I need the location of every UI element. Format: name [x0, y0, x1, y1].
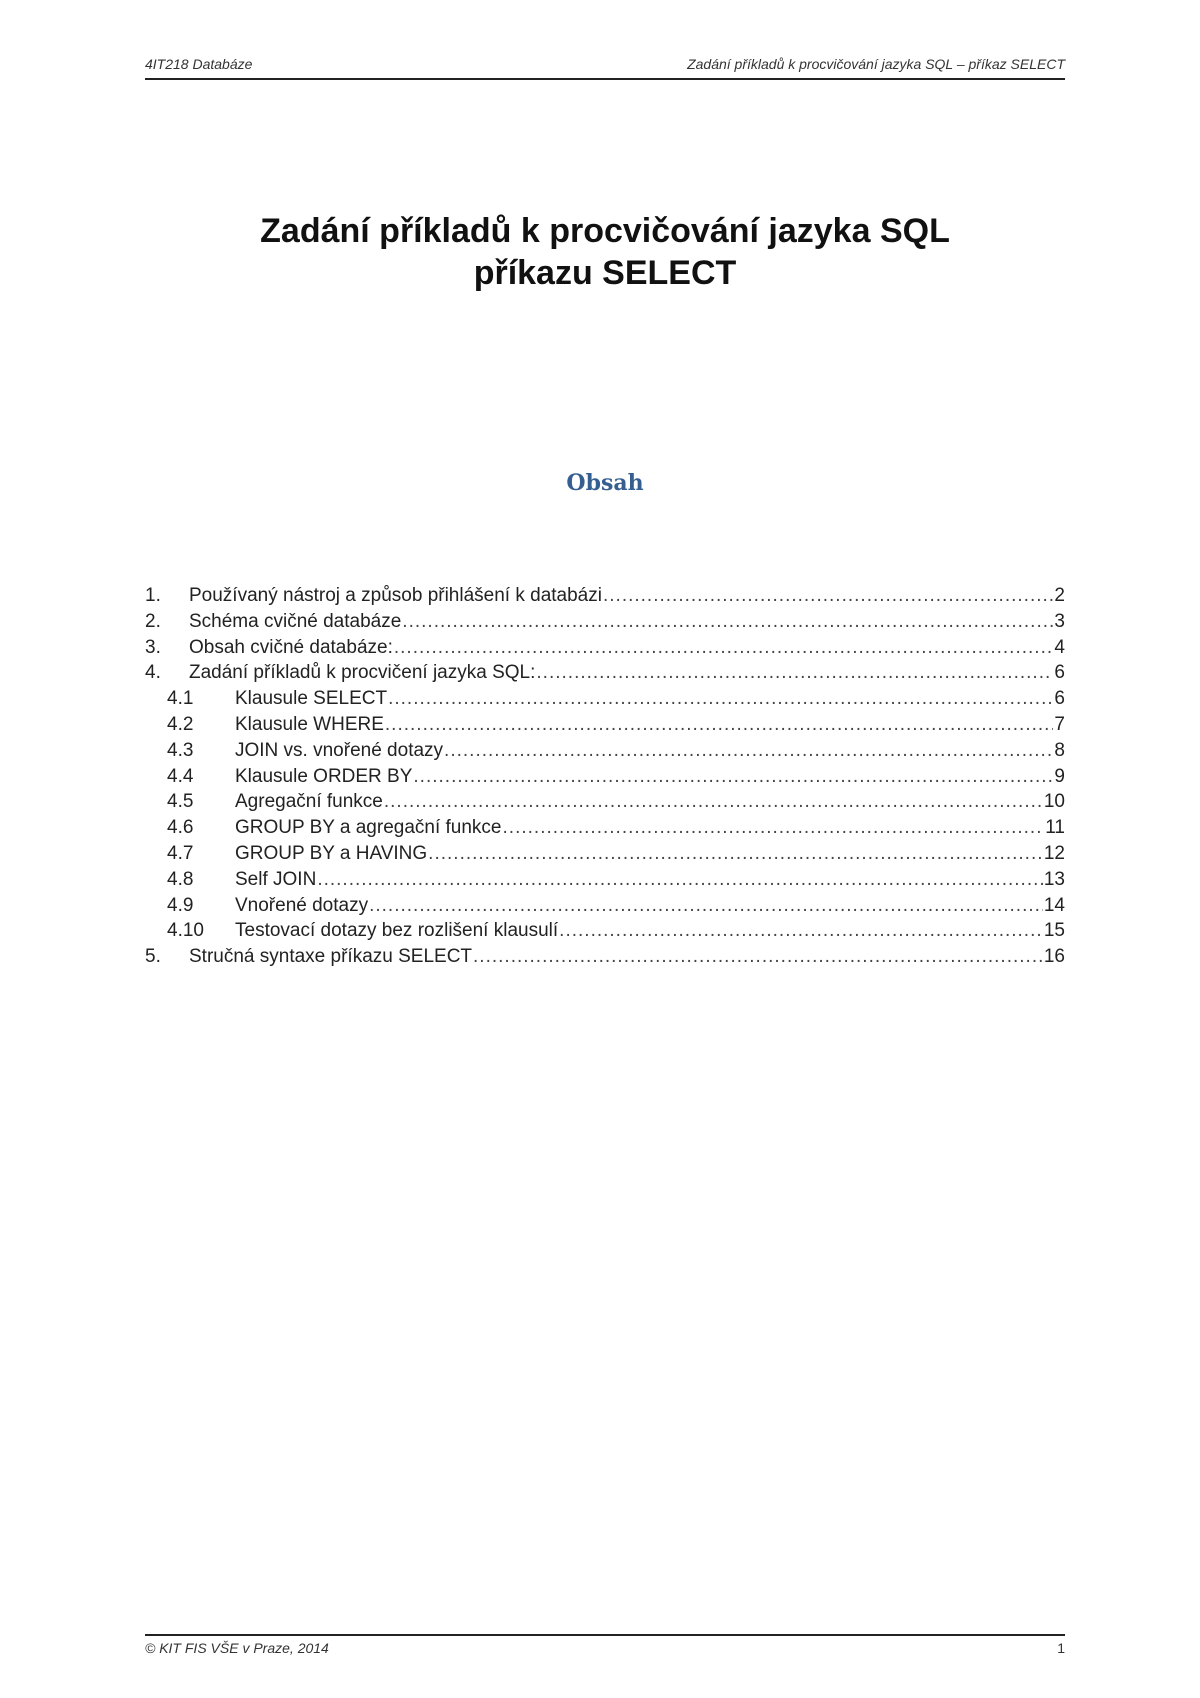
toc-leader-dots — [536, 662, 1053, 684]
toc-entry[interactable] — [145, 946, 1065, 972]
toc-leader-dots — [317, 869, 1043, 891]
toc-entry-number: 4.4 — [167, 765, 194, 787]
toc-leader-dots — [473, 946, 1043, 968]
footer-page-number: 1 — [1057, 1640, 1065, 1656]
toc-entry[interactable] — [145, 688, 1065, 714]
toc-entry[interactable] — [145, 791, 1065, 817]
toc-entry-page: 16 — [1043, 946, 1065, 968]
toc-leader-dots — [559, 920, 1043, 942]
toc-entry-number: 4.1 — [167, 688, 194, 710]
header-doc-title: Zadání příkladů k procvičování jazyka SQL – příkaz SELECT — [687, 56, 1065, 72]
document-title-line-2: příkazu SELECT — [473, 254, 737, 292]
toc-entry-label: Zadání příkladů k procvičení jazyka SQL: — [189, 662, 536, 684]
toc-entry-label: Vnořené dotazy — [235, 894, 369, 916]
toc-entry-label: Schéma cvičné databáze — [189, 610, 402, 632]
toc-entry-label: Klausule ORDER BY — [235, 765, 413, 787]
document-title-line-1: Zadání příkladů k procvičování jazyka SQL — [260, 212, 950, 250]
toc-leader-dots — [503, 817, 1045, 839]
toc-entry-label: GROUP BY a agregační funkce — [235, 817, 502, 839]
toc-entry-number: 4.5 — [167, 791, 194, 813]
toc-leader-dots — [384, 791, 1043, 813]
toc-leader-dots — [444, 740, 1053, 762]
toc-entry-label: Obsah cvičné databáze: — [189, 636, 393, 658]
toc-entry-number: 1. — [145, 585, 161, 606]
toc-entry[interactable] — [145, 817, 1065, 843]
toc-entry-label: Testovací dotazy bez rozlišení klausulí — [235, 920, 559, 942]
toc-entry-page: 4 — [1054, 636, 1065, 658]
toc-entry-label: Klausule SELECT — [235, 688, 388, 710]
toc-entry[interactable] — [145, 920, 1065, 946]
toc-entry[interactable] — [145, 662, 1065, 688]
toc-entry[interactable] — [145, 869, 1065, 895]
table-of-contents — [145, 585, 1065, 972]
toc-entry-number: 4.8 — [167, 868, 194, 890]
toc-leader-dots — [369, 895, 1043, 917]
toc-entry[interactable] — [145, 895, 1065, 921]
toc-entry-page: 14 — [1043, 894, 1065, 916]
toc-entry-number: 4.6 — [167, 817, 194, 839]
toc-entry-label: Stručná syntaxe příkazu SELECT — [189, 946, 473, 968]
toc-leader-dots — [603, 585, 1053, 607]
document-title — [145, 210, 1065, 294]
toc-entry-page: 6 — [1054, 662, 1065, 684]
toc-entry-page: 15 — [1043, 920, 1065, 942]
toc-entry-page: 3 — [1054, 610, 1065, 632]
toc-entry-label: Klausule WHERE — [235, 713, 384, 735]
toc-entry-label: Používaný nástroj a způsob přihlášení k databázi — [189, 585, 602, 606]
toc-entry[interactable] — [145, 611, 1065, 637]
toc-entry[interactable] — [145, 714, 1065, 740]
page-footer — [145, 1634, 1065, 1658]
toc-entry-page: 12 — [1043, 842, 1065, 864]
toc-entry[interactable] — [145, 740, 1065, 766]
toc-entry-label: Agregační funkce — [235, 791, 383, 813]
toc-leader-dots — [394, 637, 1054, 659]
toc-entry-label: GROUP BY a HAVING — [235, 842, 428, 864]
toc-entry-page: 9 — [1054, 765, 1065, 787]
toc-heading: Obsah — [566, 470, 644, 496]
toc-entry[interactable] — [145, 585, 1065, 611]
toc-leader-dots — [413, 766, 1053, 788]
toc-entry-number: 4.3 — [167, 739, 194, 761]
toc-entry-number: 2. — [145, 610, 161, 632]
toc-entry-page: 10 — [1043, 791, 1065, 813]
toc-entry-number: 3. — [145, 636, 161, 658]
toc-entry-label: Self JOIN — [235, 868, 317, 890]
toc-entry-number: 4.2 — [167, 713, 194, 735]
toc-leader-dots — [428, 843, 1043, 865]
toc-entry-page: 7 — [1054, 713, 1065, 735]
toc-entry-number: 4.10 — [167, 920, 204, 942]
toc-entry[interactable] — [145, 637, 1065, 663]
footer-copyright: © KIT FIS VŠE v Praze, 2014 — [145, 1640, 329, 1656]
toc-entry-number: 5. — [145, 946, 161, 968]
toc-entry[interactable] — [145, 766, 1065, 792]
toc-entry-number: 4.7 — [167, 842, 194, 864]
page-header — [145, 56, 1065, 80]
toc-entry-page: 11 — [1045, 817, 1065, 839]
toc-entry-number: 4.9 — [167, 894, 194, 916]
toc-entry-number: 4. — [145, 662, 161, 684]
toc-entry[interactable] — [145, 843, 1065, 869]
toc-entry-label: JOIN vs. vnořené dotazy — [235, 739, 444, 761]
toc-entry-page: 6 — [1054, 688, 1065, 710]
header-course: 4IT218 Databáze — [145, 56, 253, 72]
toc-entry-page: 2 — [1054, 585, 1065, 606]
toc-leader-dots — [388, 688, 1053, 710]
toc-entry-page: 13 — [1043, 868, 1065, 890]
toc-leader-dots — [385, 714, 1054, 736]
toc-entry-page: 8 — [1054, 739, 1065, 761]
toc-leader-dots — [402, 611, 1053, 633]
